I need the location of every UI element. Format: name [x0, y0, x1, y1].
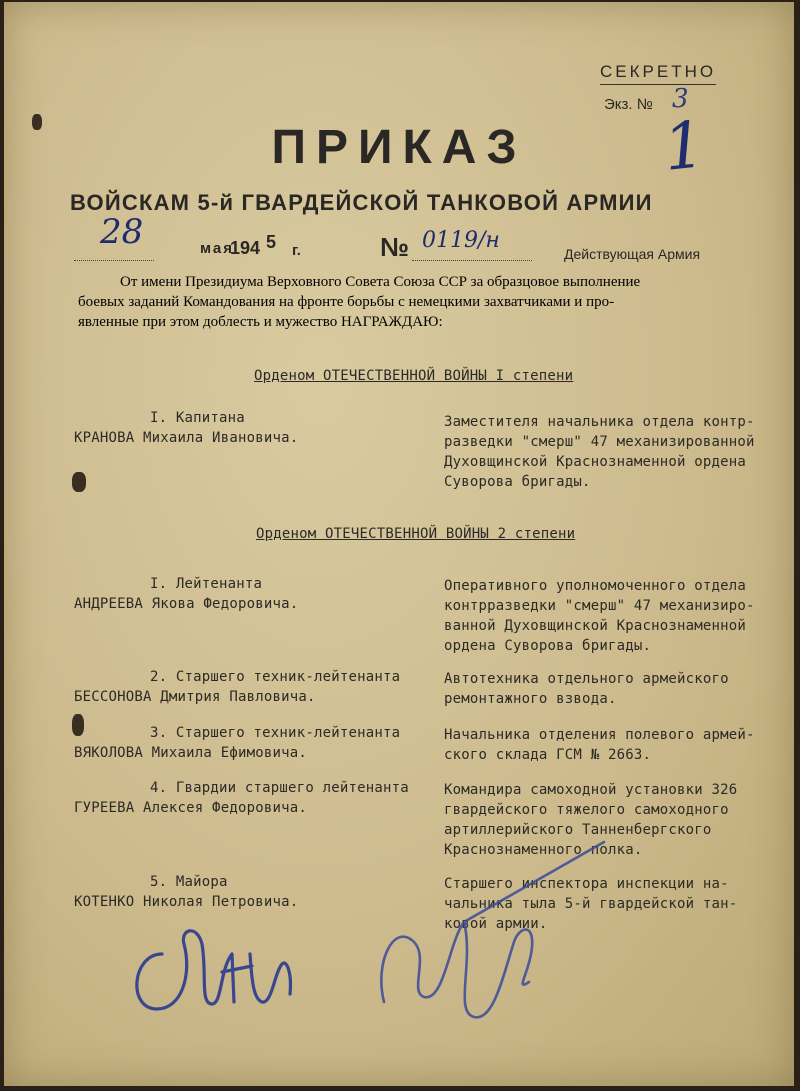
preamble-line: боевых заданий Командования на фронте борьбы с немецкими захватчиками и про-: [78, 294, 615, 310]
entry-position: [444, 669, 729, 709]
position-line: ордена Суворова бригады.: [444, 638, 652, 654]
entry-rank: 3. Старшего техник-лейтенанта: [150, 725, 401, 741]
position-line: Автотехника отдельного армейского: [444, 671, 729, 687]
entry-position: [444, 412, 755, 492]
date-day: 28: [100, 212, 144, 252]
location-label: Действующая Армия: [564, 246, 701, 262]
position-line: Старшего инспектора инспекции на-: [444, 876, 729, 892]
date-year-suffix: 5: [266, 232, 277, 252]
position-line: Оперативного уполномоченного отдела: [444, 578, 747, 594]
date-year-unit: г.: [292, 242, 301, 259]
section-title: Орденом ОТЕЧЕСТВЕННОЙ ВОЙНЫ 2 степени: [256, 526, 576, 542]
handwritten-order-number: 1: [660, 108, 709, 186]
entry-name: АНДРЕЕВА Якова Федоровича.: [74, 596, 299, 612]
number-sign: №: [380, 232, 409, 262]
entry-rank: 5. Майора: [150, 874, 228, 890]
position-line: ковой армии.: [444, 916, 548, 932]
copy-number: 3: [672, 84, 689, 114]
entry-rank: 4. Гвардии старшего лейтенанта: [150, 780, 409, 796]
entry-name: ВЯКОЛОВА Михаила Ефимовича.: [74, 745, 307, 761]
copy-label: Экз. №: [604, 96, 653, 113]
document-page: [4, 2, 794, 1086]
position-line: Заместителя начальника отдела контр-: [444, 414, 755, 430]
preamble-line: От имени Президиума Верховного Совета Союза ССР за образцовое выполнение: [120, 274, 641, 290]
entry-rank: I. Лейтенанта: [150, 576, 263, 592]
position-line: Суворова бригады.: [444, 474, 591, 490]
position-line: гвардейского тяжелого самоходного: [444, 802, 729, 818]
position-line: Краснознаменного полка.: [444, 842, 643, 858]
entry-name: БЕССОНОВА Дмитрия Павловича.: [74, 689, 316, 705]
position-line: разведки "смерш" 47 механизированной: [444, 434, 755, 450]
entry-rank: I. Капитана: [150, 410, 245, 426]
order-number: 0119/н: [422, 228, 500, 253]
section-title: Орденом ОТЕЧЕСТВЕННОЙ ВОЙНЫ I степени: [254, 368, 574, 384]
date-month: мая: [200, 240, 234, 257]
preamble-line: явленные при этом доблесть и мужество НАГРАЖДАЮ:: [78, 314, 443, 330]
position-line: ремонтажного взвода.: [444, 691, 617, 707]
position-line: Начальника отделения полевого армей-: [444, 727, 755, 743]
binding-hole: [72, 714, 84, 736]
preamble: [78, 272, 738, 332]
signature-member: [354, 822, 634, 1032]
entry-position: [444, 725, 755, 765]
position-line: чальника тыла 5-й гвардейской тан-: [444, 896, 738, 912]
position-line: Духовщинской Краснознаменной ордена: [444, 454, 747, 470]
entry-position: [444, 576, 755, 656]
entry-rank: 2. Старшего техник-лейтенанта: [150, 669, 401, 685]
position-line: Командира самоходной установки 326: [444, 782, 738, 798]
entry-name: КРАНОВА Михаила Ивановича.: [74, 430, 299, 446]
position-line: контрразведки "смерш" 47 механизиро-: [444, 598, 755, 614]
signature-commander: [122, 914, 322, 1024]
position-line: артиллерийского Танненбергского: [444, 822, 712, 838]
entry-name: ГУРЕЕВА Алексея Федоровича.: [74, 800, 307, 816]
binding-hole: [72, 472, 86, 492]
position-line: ского склада ГСМ № 2663.: [444, 747, 652, 763]
position-line: ванной Духовщинской Краснознаменной: [444, 618, 747, 634]
page-subtitle: ВОЙСКАМ 5-й ГВАРДЕЙСКОЙ ТАНКОВОЙ АРМИИ: [70, 190, 653, 215]
page-title: ПРИКАЗ: [271, 121, 527, 174]
entry-name: КОТЕНКО Николая Петровича.: [74, 894, 299, 910]
secret-stamp: СЕКРЕТНО: [600, 62, 716, 85]
date-year-prefix: 194: [230, 238, 261, 258]
